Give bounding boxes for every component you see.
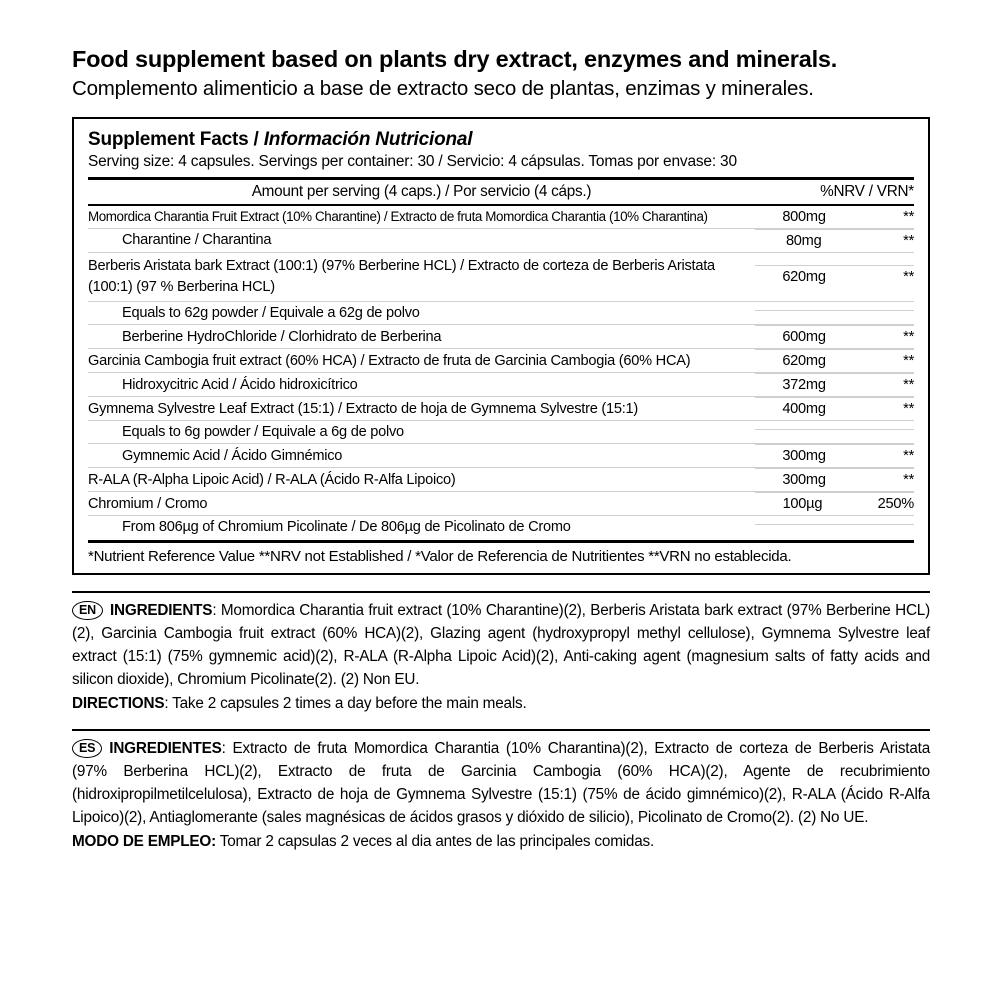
row-nrv: ** [853, 326, 914, 349]
table-row [88, 252, 914, 301]
facts-footnote: *Nutrient Reference Value **NRV not Established / *Valor de Referencia de Nutritientes **VRN no establecida. [88, 548, 792, 566]
row-name: Hidroxycitric Acid / Ácido hidroxicítrico [88, 373, 755, 397]
lang-badge-es: ES [72, 739, 102, 758]
table-row [88, 421, 914, 444]
row-values [755, 373, 914, 397]
ingredients-en-block [72, 591, 930, 713]
table-row [88, 492, 914, 516]
row-amount: 100µg [755, 493, 850, 516]
row-name: Gymnemic Acid / Ácido Gimnémico [88, 444, 755, 468]
en-directions-text: : Take 2 capsules 2 times a day before the main meals. [164, 694, 527, 712]
en-directions [72, 695, 930, 713]
row-name: R-ALA (R-Alpha Lipoic Acid) / R-ALA (Ácido R-Alfa Lipoico) [88, 468, 755, 492]
facts-title-en: Supplement Facts [88, 128, 249, 150]
row-nrv [851, 310, 914, 317]
serving-info: Serving size: 4 capsules. Servings per container: 30 / Servicio: 4 cápsulas. Tomas por envase: 30 [88, 152, 737, 170]
row-name: From 806µg of Chromium Picolinate / De 806µg de Picolinato de Cromo [88, 516, 755, 539]
row-amount [755, 429, 851, 436]
row-amount: 800mg [782, 208, 826, 225]
table-row [88, 302, 914, 325]
table-header-row [88, 180, 914, 205]
table-row [88, 228, 914, 252]
es-ingredients-label: INGREDIENTES [109, 739, 222, 757]
table-row [88, 468, 914, 492]
row-values [755, 302, 914, 325]
row-amount: 300mg [755, 445, 853, 468]
row-values [755, 349, 914, 373]
es-directions-label: MODO DE EMPLEO: [72, 832, 217, 850]
row-values [755, 252, 914, 301]
row-nrv [851, 429, 914, 436]
row-values [755, 325, 914, 349]
row-name: Charantine / Charantina [88, 228, 755, 252]
row-nrv: ** [853, 398, 914, 421]
row-values [755, 516, 914, 539]
en-ingredients-label: INGREDIENTS [109, 602, 213, 620]
row-name: Berberis Aristata bark Extract (100:1) (97% Berberine HCL) / Extracto de corteza de Berberis Aristata (100:1) (97 % Berberina HCL) [88, 252, 755, 301]
table-row [88, 205, 914, 229]
row-nrv: ** [853, 350, 914, 373]
lang-badge-en: EN [72, 601, 103, 620]
facts-title [88, 129, 914, 151]
row-name: Garcinia Cambogia fruit extract (60% HCA) / Extracto de fruta de Garcinia Cambogia (60% HCA) [88, 349, 755, 373]
en-ingredients-body: : Momordica Charantia fruit extract (10% Charantine)(2), Berberis Aristata bark extract (97% Berberine HCL)(2), Garcinia Cambogia fruit extract (60% HCA)(2), Glazing agent (hydroxypropyl methyl cellulose), Gymnema Sylvestre leaf extract (15:1) (75% gymnemic acid)(2), R-ALA (R-Alpha Lipoic Acid)(2), Anti-caking agent (magnesium salts of fatty acids and silicon dioxide), Chromium Picolinate(2). (2) Non EU. [72, 602, 930, 688]
row-name: Gymnema Sylvestre Leaf Extract (15:1) / Extracto de hoja de Gymnema Sylvestre (15:1) [88, 397, 755, 421]
supplement-facts-panel [72, 117, 930, 575]
row-amount: 400mg [755, 398, 853, 421]
table-row [88, 516, 914, 539]
facts-title-es: Información Nutricional [263, 128, 473, 150]
en-ingredients-text [72, 593, 930, 692]
row-values [755, 468, 914, 492]
row-values [755, 205, 914, 229]
row-amount: 300mg [755, 469, 853, 492]
row-name: Momordica Charantia Fruit Extract (10% Charantine) / Extracto de fruta Momordica Charantia (10% Charantina) [88, 209, 708, 225]
nutrition-table [88, 180, 914, 538]
es-directions [72, 833, 930, 851]
row-name: Equals to 62g powder / Equivale a 62g de polvo [88, 302, 755, 325]
es-ingredients-body: : Extracto de fruta Momordica Charantia (10% Charantina)(2), Extracto de corteza de Berberis Aristata (97% Berberina HCL)(2), Extracto de fruta de Garcinia Cambogia (60% HCA)(2), Agente de recubrimiento (hidroxipropilmetilcelulosa), Extracto de hoja de Gymnema Sylvestre (15:1) (75% de ácido gimnémico)(2), R-ALA (Ácido R-Alfa Lipoico)(2), Antiaglomerante (sales magnésicas de ácidos grasos y dióxido de silicio), Picolinato de Cromo(2). (2) No UE. [72, 739, 930, 826]
product-heading [72, 44, 930, 103]
table-row [88, 373, 914, 397]
row-nrv: ** [853, 469, 914, 492]
row-amount: 80mg [755, 229, 852, 252]
table-row [88, 349, 914, 373]
row-values [755, 228, 914, 252]
table-row [88, 444, 914, 468]
row-name: Chromium / Cromo [88, 492, 755, 516]
table-row [88, 325, 914, 349]
row-amount: 620mg [755, 350, 853, 373]
table-row [88, 397, 914, 421]
row-nrv: ** [853, 266, 914, 289]
row-nrv [851, 524, 914, 531]
row-amount [755, 524, 851, 531]
row-nrv: 250% [850, 493, 914, 516]
header-nrv: %NRV / VRN* [755, 180, 914, 205]
row-nrv: ** [853, 374, 914, 397]
row-amount: 372mg [755, 374, 853, 397]
nutrition-table-body [88, 180, 914, 538]
es-ingredients-text [72, 731, 930, 830]
row-amount: 620mg [755, 266, 853, 289]
facts-title-separator: / [248, 128, 264, 150]
es-directions-text: Tomar 2 capsulas 2 veces al dia antes de las principales comidas. [216, 832, 655, 850]
row-amount [755, 310, 851, 317]
heading-english: Food supplement based on plants dry extract, enzymes and minerals. [72, 46, 838, 72]
row-values [755, 421, 914, 444]
row-nrv: ** [853, 445, 914, 468]
row-amount: 600mg [755, 326, 853, 349]
heading-spanish: Complemento alimenticio a base de extracto seco de plantas, enzimas y minerales. [72, 77, 814, 101]
row-nrv: ** [903, 208, 914, 225]
row-name: Equals to 6g powder / Equivale a 6g de polvo [88, 421, 755, 444]
en-directions-label: DIRECTIONS [72, 694, 165, 712]
row-name: Berberine HydroChloride / Clorhidrato de Berberina [88, 325, 755, 349]
row-nrv: ** [852, 229, 914, 252]
row-values [755, 397, 914, 421]
row-values [755, 444, 914, 468]
row-values [755, 492, 914, 516]
header-amount: Amount per serving (4 caps.) / Por servicio (4 cáps.) [88, 180, 755, 205]
ingredients-es-block [72, 729, 930, 851]
